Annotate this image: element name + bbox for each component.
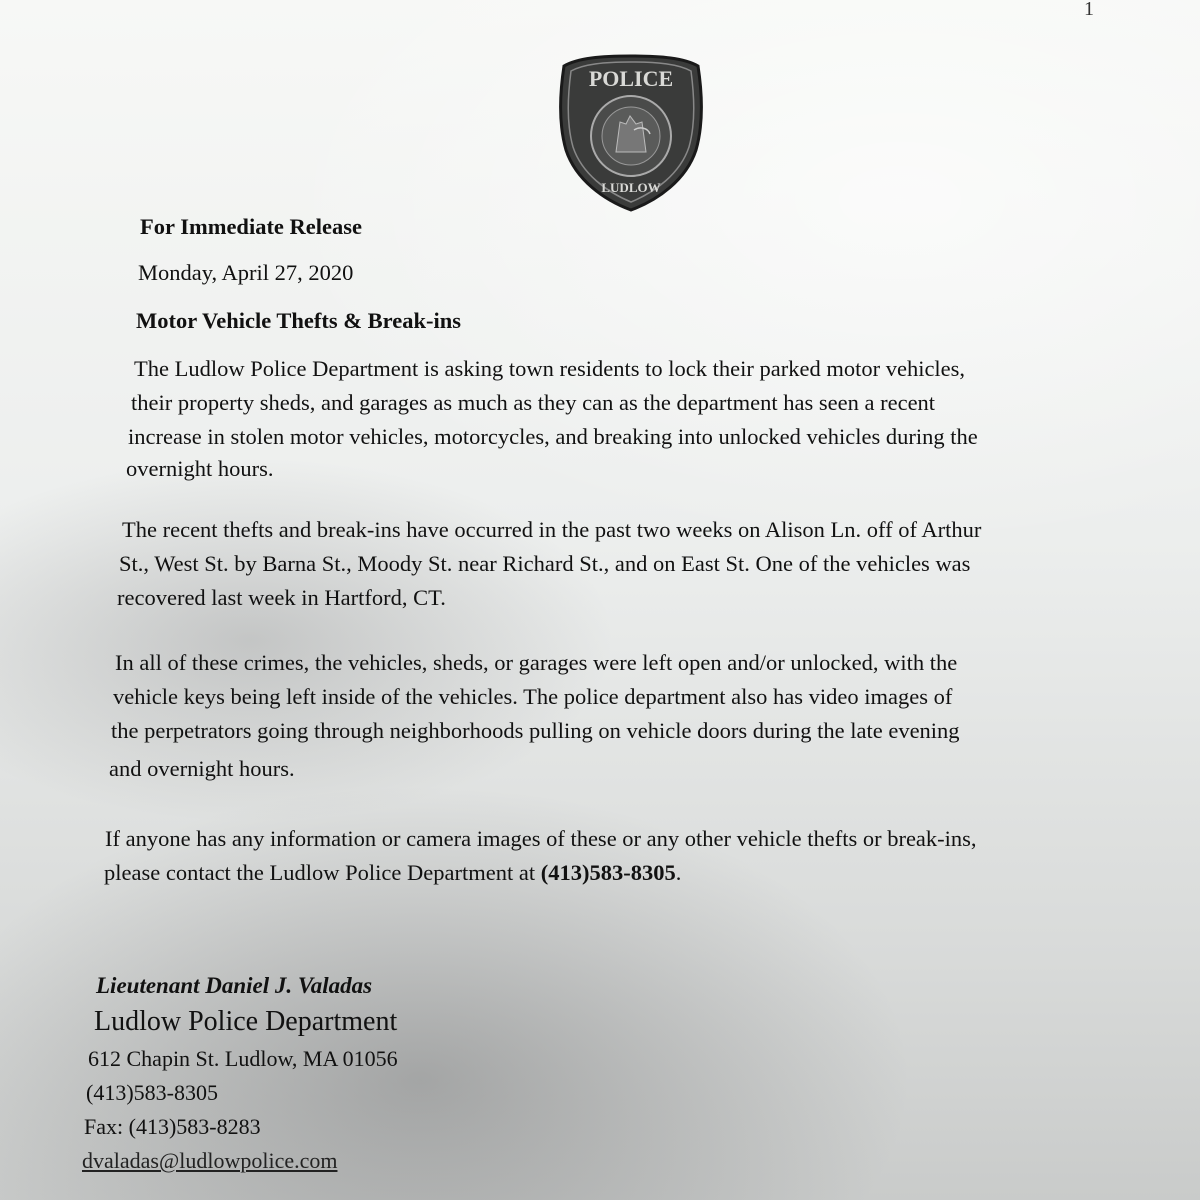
sentence-period: .: [675, 860, 682, 885]
release-label: For Immediate Release: [140, 214, 363, 239]
paragraph-3-line: In all of these crimes, the vehicles, sheds, or garages were left open and/or unlocked, with the: [115, 650, 958, 675]
paragraph-2-line: The recent thefts and break-ins have occurred in the past two weeks on Alison Ln. off of Arthur: [122, 517, 982, 542]
police-badge-logo: [556, 52, 706, 212]
paragraph-1-line: overnight hours.: [126, 456, 274, 481]
paragraph-3-line: the perpetrators going through neighborhoods pulling on vehicle doors during the late evening: [111, 718, 960, 743]
signature-name: Lieutenant Daniel J. Valadas: [96, 973, 373, 998]
paragraph-4-line: If anyone has any information or camera images of these or any other vehicle thefts or break-ins,: [105, 826, 977, 851]
paragraph-2-line: St., West St. by Barna St., Moody St. near Richard St., and on East St. One of the vehicles was: [119, 551, 971, 576]
release-subject: Motor Vehicle Thefts & Break-ins: [136, 308, 461, 333]
signature-email-link[interactable]: dvaladas@ludlowpolice.com: [82, 1148, 338, 1173]
paragraph-1-line: increase in stolen motor vehicles, motorcycles, and breaking into unlocked vehicles during the: [128, 424, 978, 449]
signature-address: 612 Chapin St. Ludlow, MA 01056: [88, 1046, 398, 1071]
paragraph-2-line: recovered last week in Hartford, CT.: [117, 585, 446, 610]
paragraph-1-line: The Ludlow Police Department is asking town residents to lock their parked motor vehicles,: [134, 356, 966, 381]
paragraph-4-line: [104, 862, 681, 885]
badge-bottom-text: LUDLOW: [601, 180, 661, 195]
paragraph-1-line: their property sheds, and garages as much as they can as the department has seen a recent: [131, 390, 936, 415]
contact-phone: (413)583-8305: [540, 860, 676, 885]
signature-department: Ludlow Police Department: [94, 1006, 398, 1037]
paragraph-3-line: vehicle keys being left inside of the vehicles. The police department also has video images of: [113, 684, 953, 709]
contact-sentence: please contact the Ludlow Police Department at: [104, 860, 541, 885]
signature-fax: Fax: (413)583-8283: [84, 1114, 261, 1139]
signature-phone: (413)583-8305: [86, 1080, 218, 1105]
release-date: Monday, April 27, 2020: [138, 260, 354, 285]
page-number: 1: [1084, 0, 1094, 20]
badge-top-text: POLICE: [588, 66, 674, 91]
paragraph-3-line: and overnight hours.: [109, 756, 295, 781]
